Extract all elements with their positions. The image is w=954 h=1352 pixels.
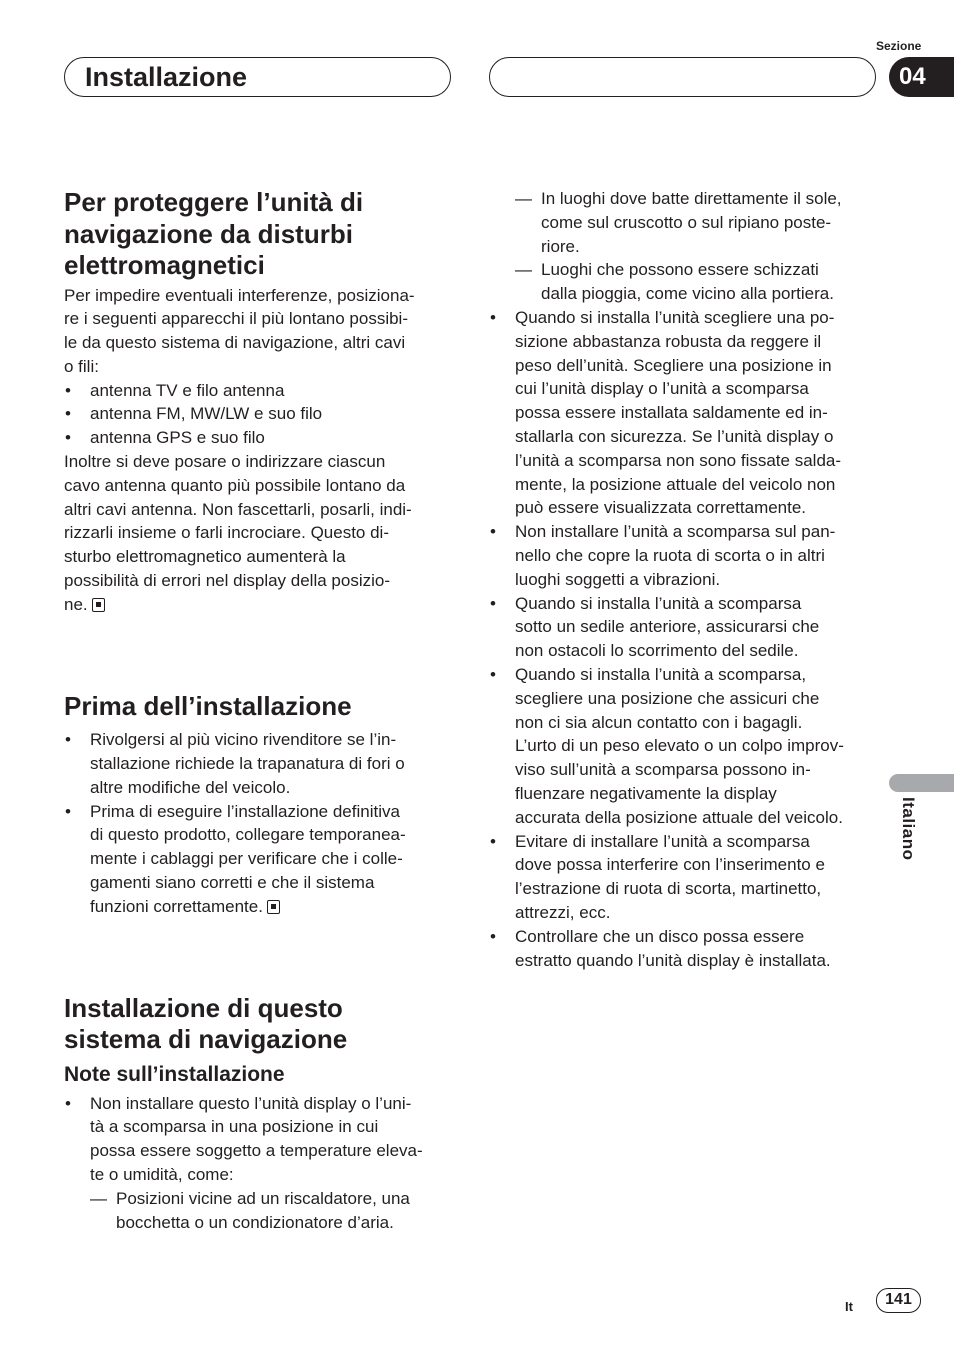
list-item bbox=[489, 663, 881, 830]
list-item: • antenna TV e filo antenna bbox=[64, 379, 456, 403]
list-item bbox=[489, 592, 881, 663]
text-line: gamenti siano corretti e che il sistema bbox=[90, 872, 375, 892]
language-tab-label: Italiano bbox=[899, 797, 918, 861]
text-line: accurata della posizione attuale del veicolo. bbox=[515, 807, 843, 827]
text-line: attrezzi, ecc. bbox=[515, 902, 611, 922]
heading-electromagnetic bbox=[64, 187, 456, 282]
language-tab-marker bbox=[889, 774, 954, 792]
text-line: sturbo elettromagnetico aumenterà la bbox=[64, 547, 346, 567]
text-line: peso dell’unità. Scegliere una posizione in bbox=[515, 355, 832, 375]
text-line: o fili: bbox=[64, 356, 99, 376]
text-line: non ci sia alcun contatto con i bagagli. bbox=[515, 712, 803, 732]
text-line: sizione abbastanza robusta da reggere il bbox=[515, 331, 822, 351]
text-line: ne. bbox=[64, 594, 88, 614]
list-item: • antenna FM, MW/LW e suo filo bbox=[64, 402, 456, 426]
text-line: — In luoghi dove batte direttamente il sole, bbox=[541, 189, 842, 208]
text-line: • Non installare questo l’unità display o l’uni- bbox=[90, 1093, 412, 1113]
text-line: — Posizioni vicine ad un riscaldatore, una bbox=[116, 1188, 410, 1208]
heading-line: elettromagnetici bbox=[64, 250, 265, 280]
heading-installation-system bbox=[64, 993, 456, 1056]
list-sub-item bbox=[64, 1187, 456, 1235]
text-line: funzioni correttamente. bbox=[90, 896, 263, 916]
section-number-badge: 04 bbox=[889, 57, 954, 97]
heading-line: sistema di navigazione bbox=[64, 1024, 348, 1055]
text-line: fluenzare negativamente la display bbox=[515, 783, 777, 803]
list-item bbox=[489, 306, 881, 520]
text-line: cavo antenna quanto più possibile lontano da bbox=[64, 475, 406, 495]
end-of-section-icon bbox=[267, 900, 280, 914]
location-dash-list bbox=[515, 187, 881, 306]
list-item bbox=[64, 1092, 456, 1187]
text-line: può essere visualizzata correttamente. bbox=[515, 498, 807, 518]
text-line: • Quando si installa l’unità a scomparsa, bbox=[515, 664, 807, 684]
text-line: bocchetta o un condizionatore d’aria. bbox=[116, 1212, 394, 1232]
text-line: re i seguenti apparecchi il più lontano possibi- bbox=[64, 309, 408, 329]
heading-line: Installazione di questo bbox=[64, 992, 343, 1023]
antenna-list bbox=[64, 379, 456, 450]
text-line: • Prima di eseguire l’installazione definitiva bbox=[90, 801, 400, 821]
text-line: scegliere una posizione che assicuri che bbox=[515, 688, 820, 708]
section-label: Sezione bbox=[876, 39, 922, 53]
list-item bbox=[64, 728, 456, 799]
text-line: dalla pioggia, come vicino alla portiera. bbox=[541, 284, 834, 304]
left-column bbox=[64, 187, 456, 1234]
intro-paragraph bbox=[64, 284, 456, 379]
list-item bbox=[489, 925, 881, 973]
text-line: stallazione richiede la trapanatura di fori o bbox=[90, 753, 405, 773]
page-language-code: It bbox=[845, 1299, 853, 1314]
text-line: dove possa interferire con l’inserimento e bbox=[515, 855, 825, 875]
installation-notes-list-continued bbox=[489, 306, 881, 972]
text-line: l’unità a scomparsa non sono fissate salda- bbox=[515, 450, 842, 470]
right-column bbox=[489, 187, 881, 972]
page-number: 141 bbox=[876, 1288, 921, 1313]
text-line: come sul cruscotto o sul ripiano poste- bbox=[541, 212, 832, 232]
text-line: Inoltre si deve posare o indirizzare ciascun bbox=[64, 452, 386, 472]
text-line: stallarla con sicurezza. Se l’unità display o bbox=[515, 426, 834, 446]
heading-line: Per proteggere l’unità di bbox=[64, 187, 364, 217]
text-line: possa essere installata saldamente ed in- bbox=[515, 403, 828, 423]
text-line: di questo prodotto, collegare temporanea- bbox=[90, 825, 406, 845]
installation-notes-list bbox=[64, 1092, 456, 1235]
text-line: • Non installare l’unità a scomparsa sul pan- bbox=[515, 522, 836, 542]
list-item: • antenna GPS e suo filo bbox=[64, 426, 456, 450]
section-header-bar-right bbox=[489, 57, 876, 97]
list-sub-item bbox=[515, 258, 881, 306]
text-line: rizzarli insieme o farli incrociare. Questo di- bbox=[64, 523, 389, 543]
subheading-installation-notes: Note sull’installazione bbox=[64, 1062, 285, 1086]
section-title: Installazione bbox=[85, 62, 248, 92]
text-line: possa essere soggetto a temperature eleva- bbox=[90, 1141, 423, 1161]
text-line: tà a scomparsa in una posizione in cui bbox=[90, 1117, 379, 1137]
list-item bbox=[489, 830, 881, 925]
text-line: estratto quando l’unità display è installata. bbox=[515, 950, 831, 970]
text-line: non ostacoli lo scorrimento del sedile. bbox=[515, 641, 799, 661]
text-line: L’urto di un peso elevato o un colpo improv- bbox=[515, 736, 844, 756]
text-line: sotto un sedile anteriore, assicurarsi che bbox=[515, 617, 820, 637]
text-line: — Luoghi che possono essere schizzati bbox=[541, 260, 819, 280]
heading-line: navigazione da disturbi bbox=[64, 218, 353, 249]
text-line: riore. bbox=[541, 236, 580, 256]
list-item bbox=[64, 800, 456, 919]
body-paragraph bbox=[64, 450, 456, 617]
text-line: l’estrazione di ruota di scorta, martinetto, bbox=[515, 879, 822, 899]
text-line: nello che copre la ruota di scorta o in altri bbox=[515, 545, 825, 565]
text-line: mente, la posizione attuale del veicolo non bbox=[515, 474, 836, 494]
text-line: • Rivolgersi al più vicino rivenditore se l’in- bbox=[90, 730, 397, 750]
section-header-bar bbox=[64, 57, 451, 97]
text-line: cui l’unità display o l’unità a scomparsa bbox=[515, 379, 809, 399]
text-line: luoghi soggetti a vibrazioni. bbox=[515, 569, 721, 589]
text-line: viso sull’unità a scomparsa possono in- bbox=[515, 760, 811, 780]
text-line: altri cavi antenna. Non fascettarli, posarli, indi- bbox=[64, 499, 412, 519]
text-line: possibilità di errori nel display della posizio- bbox=[64, 571, 390, 591]
text-line: mente i cablaggi per verificare che i colle- bbox=[90, 849, 403, 869]
text-line: • Controllare che un disco possa essere bbox=[515, 926, 805, 946]
list-sub-item bbox=[515, 187, 881, 258]
before-installation-list bbox=[64, 728, 456, 918]
text-line: le da questo sistema di navigazione, altri cavi bbox=[64, 333, 406, 353]
text-line: • Evitare di installare l’unità a scomparsa bbox=[515, 831, 810, 851]
text-line: • Quando si installa l’unità scegliere una po- bbox=[515, 307, 835, 327]
end-of-section-icon bbox=[92, 598, 105, 612]
text-line: te o umidità, come: bbox=[90, 1164, 234, 1184]
text-line: altre modifiche del veicolo. bbox=[90, 777, 291, 797]
list-item bbox=[489, 520, 881, 591]
heading-before-installation: Prima dell’installazione bbox=[64, 690, 352, 721]
text-line: • Quando si installa l’unità a scomparsa bbox=[515, 593, 802, 613]
text-line: Per impedire eventuali interferenze, posiziona- bbox=[64, 285, 415, 305]
